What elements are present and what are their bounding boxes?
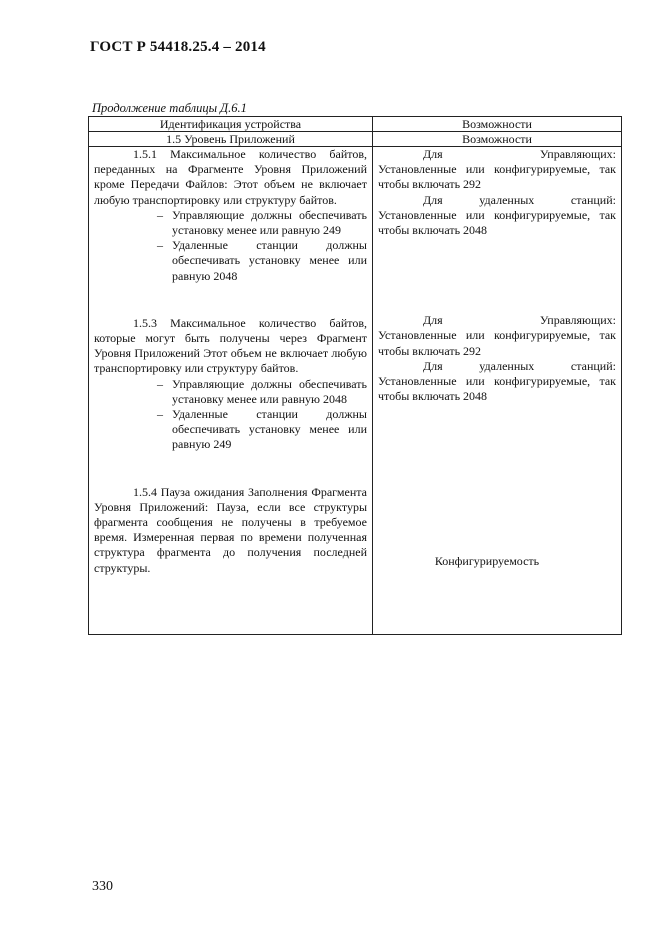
capability-controllers: Для Управляющих: Установленные или конфигурируемые, так чтобы включать 292 — [378, 313, 616, 358]
capabilities-table — [88, 116, 622, 635]
item-1-5-1-text: 1.5.1 Максимальное количество байтов, переданных на Фрагменте Уровня Приложений кроме Передачи Файлов: Этот объем не включает любую транспортировку или структуру байтов. — [94, 147, 367, 207]
capability-controllers: Для Управляющих: Установленные или конфигурируемые, так чтобы включать 292 — [378, 147, 616, 192]
table-header-row — [89, 117, 622, 132]
table-caption: Продолжение таблицы Д.6.1 — [92, 101, 247, 115]
item-1-5-3-text: 1.5.3 Максимальное количество байтов, которые могут быть получены через Фрагмент Уровня Приложений Этот объем не включает любую транспортировку или структуру байтов. — [94, 315, 367, 376]
item-1-5-4-text: 1.5.4 Пауза ожидания Заполнения Фрагмента Уровня Приложений: Пауза, если все структуры фрагмента сообщения не получены в требуемое время. Измеренная первая по времени полученная структура фрагмента до получения последней структуры. — [94, 484, 367, 575]
capability-configurable: Конфигурируемость — [434, 554, 540, 569]
capabilities-cell — [373, 147, 622, 635]
section-title: 1.5 Уровень Приложений — [89, 132, 373, 147]
table-row — [89, 147, 622, 635]
list-item: – Управляющие должны обеспечивать установку менее или равную 249 — [157, 207, 367, 238]
list-item: – Удаленные станции должны обеспечивать установку менее или равную 2048 — [157, 238, 367, 283]
capability-remote-stations: Для удаленных станций: Установленные или конфигурируемые, так чтобы включать 2048 — [378, 358, 616, 404]
column-header-identification: Идентификация устройства — [89, 117, 373, 132]
column-header-capabilities: Возможности — [373, 117, 622, 132]
identification-cell — [89, 147, 373, 635]
list-item: – Удаленные станции должны обеспечивать установку менее или равную 249 — [157, 407, 367, 452]
page-number: 330 — [92, 879, 113, 894]
capability-remote-stations: Для удаленных станций: Установленные или конфигурируемые, так чтобы включать 2048 — [378, 192, 616, 238]
list-item: – Управляющие должны обеспечивать установку менее или равную 2048 — [157, 376, 367, 406]
document-title: ГОСТ Р 54418.25.4 – 2014 — [90, 39, 266, 55]
section-row — [89, 132, 622, 147]
section-capabilities: Возможности — [373, 132, 622, 147]
